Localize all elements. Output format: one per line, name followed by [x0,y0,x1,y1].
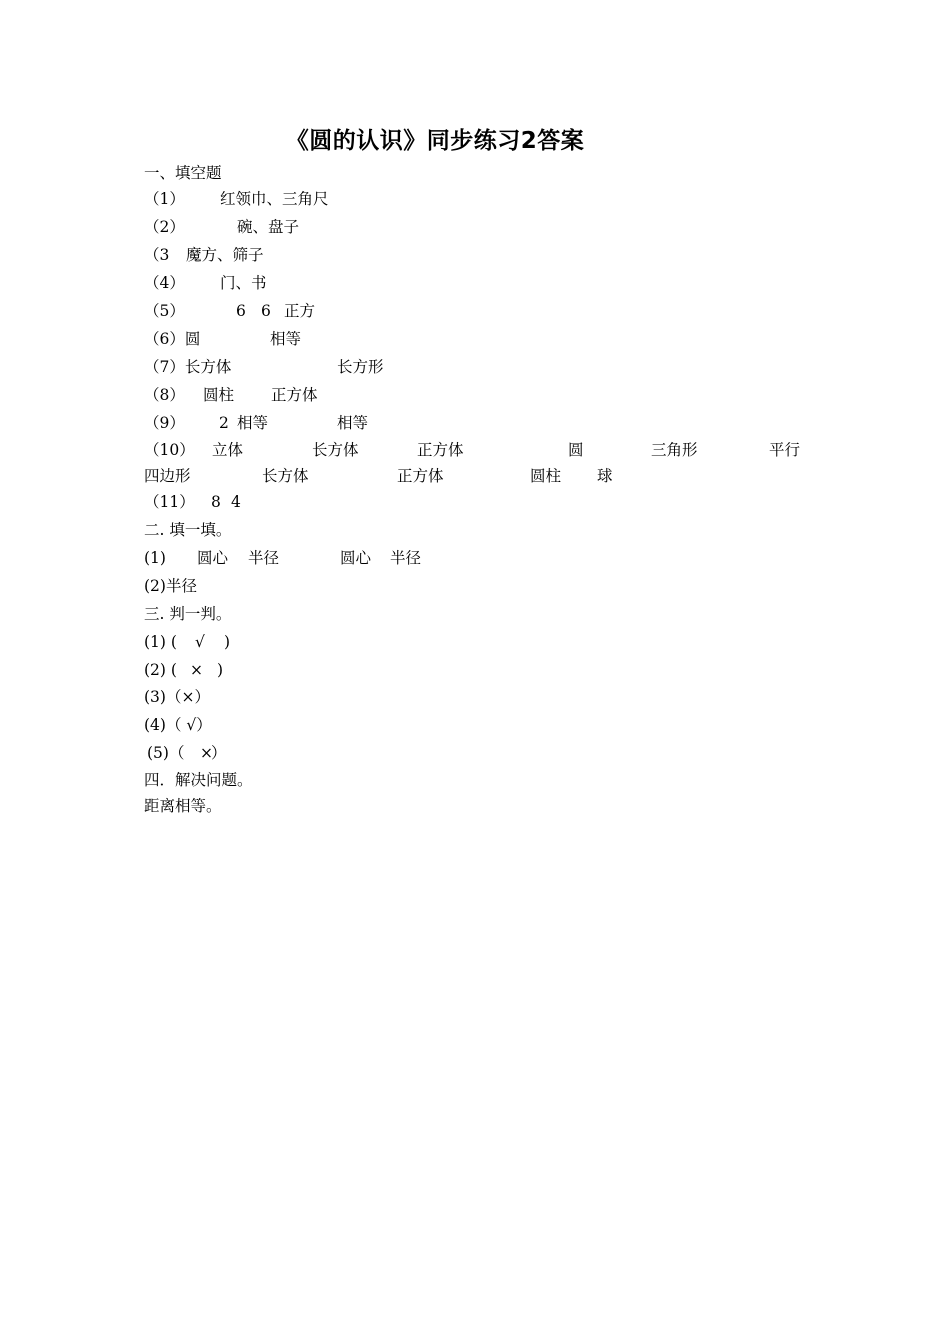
answer-text: 半径 [390,549,422,567]
question-number: （7）长方体 [144,358,232,376]
question-number: （2） [144,218,185,236]
answer-text: 碗、盘子 [237,218,300,236]
question-number: （3 [144,246,170,264]
answer-text: 正方体 [271,386,318,404]
answer-value: 6 [236,302,246,320]
question-number: (1) ( [144,633,177,651]
section-heading-fill-in: 二. 填一填。 [144,521,232,539]
question-number: (5)（ [147,744,185,762]
document-title: 《圆的认识》同步练习2答案 [285,128,585,154]
answer-text: 长方体 [312,441,359,459]
question-number: （1） [144,190,185,208]
answer-value: 6 [261,302,271,320]
solve-answer: 距离相等。 [144,797,222,815]
question-number: （5） [144,302,185,320]
answer-text: 立体 [212,441,244,459]
answer-text: 圆心 [197,549,229,567]
section-heading-judge: 三. 判一判。 [144,605,232,623]
answer-text: 四边形 [144,467,191,485]
answer-text: 红领巾、三角尺 [220,190,329,208]
question-number: (1) [144,549,166,567]
answer-text: 魔方、筛子 [186,246,264,264]
question-number: （11） [144,493,195,511]
answer-text: 圆柱 [203,386,235,404]
question-number: （9） [144,414,185,432]
fill-in-line-2: (2)半径 [144,577,197,595]
answer-text: 圆柱 [530,467,562,485]
answer-text: 正方体 [417,441,464,459]
answer-text: 长方形 [337,358,384,376]
answer-value: 4 [231,493,241,511]
answer-text: 圆 [568,441,584,459]
answer-text: 正方 [284,302,316,320]
section-heading-solve: 四．解决问题。 [144,771,253,789]
answer-text: 相等 [237,414,269,432]
answer-value: 2 [219,414,229,432]
answer-text: 平行 [769,441,801,459]
judge-line-4: (4)（ √） [144,716,212,734]
question-number: （10） [144,441,195,459]
answer-text: 相等 [337,414,369,432]
answer-text: 三角形 [651,441,698,459]
question-number: （8） [144,386,185,404]
question-number: （6）圆 [144,330,201,348]
cross-mark: × [200,744,213,762]
judge-line-3: (3)（×） [144,688,210,706]
answer-value: 8 [211,493,221,511]
closing-paren: ) [217,661,224,679]
cross-mark: × [190,661,203,679]
answer-text: 相等 [270,330,302,348]
answer-text: 正方体 [397,467,444,485]
question-number: (2) ( [144,661,177,679]
question-number: （4） [144,274,185,292]
answer-text: 长方体 [262,467,309,485]
answer-text: 门、书 [220,274,267,292]
answer-text: 半径 [248,549,280,567]
answer-text: 球 [597,467,613,485]
section-heading-fill-blanks: 一、填空题 [144,164,222,182]
closing-paren: ) [224,633,231,651]
check-mark: √ [195,633,205,651]
answer-text: 圆心 [340,549,372,567]
closing-paren: ） [211,744,227,762]
